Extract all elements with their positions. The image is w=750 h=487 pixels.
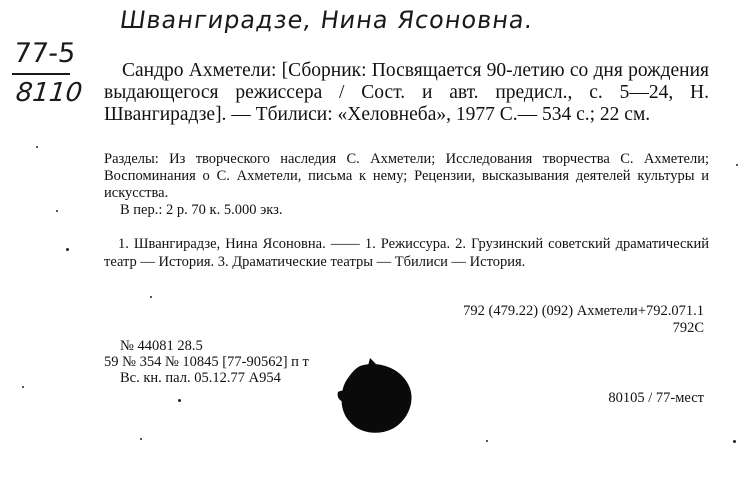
- speck: [178, 399, 181, 402]
- speck: [140, 438, 142, 440]
- speck: [150, 296, 152, 298]
- contents-text: Разделы: Из творческого наследия С. Ахметели; Исследования творчества С. Ахметели; Воспоминания о С. Ахметели, письма к нему; Рецензии, высказывания деятелей культуры и искусства.: [104, 151, 709, 201]
- classification-number: 792 (479.22) (092) Ахметели+792.071.1: [463, 303, 704, 319]
- technical-line-1: № 44081 28.5: [120, 338, 203, 354]
- handwritten-call-number-top: 77-5: [12, 38, 77, 69]
- speck: [66, 248, 69, 251]
- printer-code: 80105 / 77-мест: [608, 390, 704, 406]
- call-number-divider: [12, 73, 70, 75]
- price-note: В пер.: 2 р. 70 к. 5.000 экз.: [120, 202, 283, 218]
- speck: [733, 440, 736, 443]
- handwritten-call-number-bottom: 8110: [14, 78, 84, 108]
- author-mark: 792С: [672, 320, 704, 336]
- tracings-text: 1. Швангирадзе, Нина Ясоновна. —— 1. Режиссура. 2. Грузинский советский драматический театр — История. 3. Драматические театры — Тбилиси — История.: [104, 236, 709, 270]
- technical-line-3: Вс. кн. пал. 05.12.77 А954: [120, 370, 281, 386]
- handwritten-author-name: Швангирадзе, Нина Ясоновна.: [118, 6, 536, 34]
- subject-tracings: [104, 235, 709, 271]
- speck: [736, 164, 738, 166]
- speck: [486, 440, 488, 442]
- technical-line-2: 59 № 354 № 10845 [77-90562] п т: [104, 354, 309, 370]
- contents-note: [104, 151, 709, 202]
- speck: [36, 146, 38, 148]
- speck: [56, 210, 58, 212]
- speck: [22, 386, 24, 388]
- entry-text: Сандро Ахметели: [Сборник: Посвящается 90-летию со дня рождения выдающегося режиссера / Сост. и авт. предисл., с. 5—24, Н. Швангирадзе]. — Тбилиси: «Хеловнеба», 1977 С.— 534 с.; 22 см.: [104, 60, 709, 125]
- ink-blot: [330, 358, 425, 438]
- technical-data: [104, 338, 309, 386]
- bibliographic-entry: [104, 60, 709, 126]
